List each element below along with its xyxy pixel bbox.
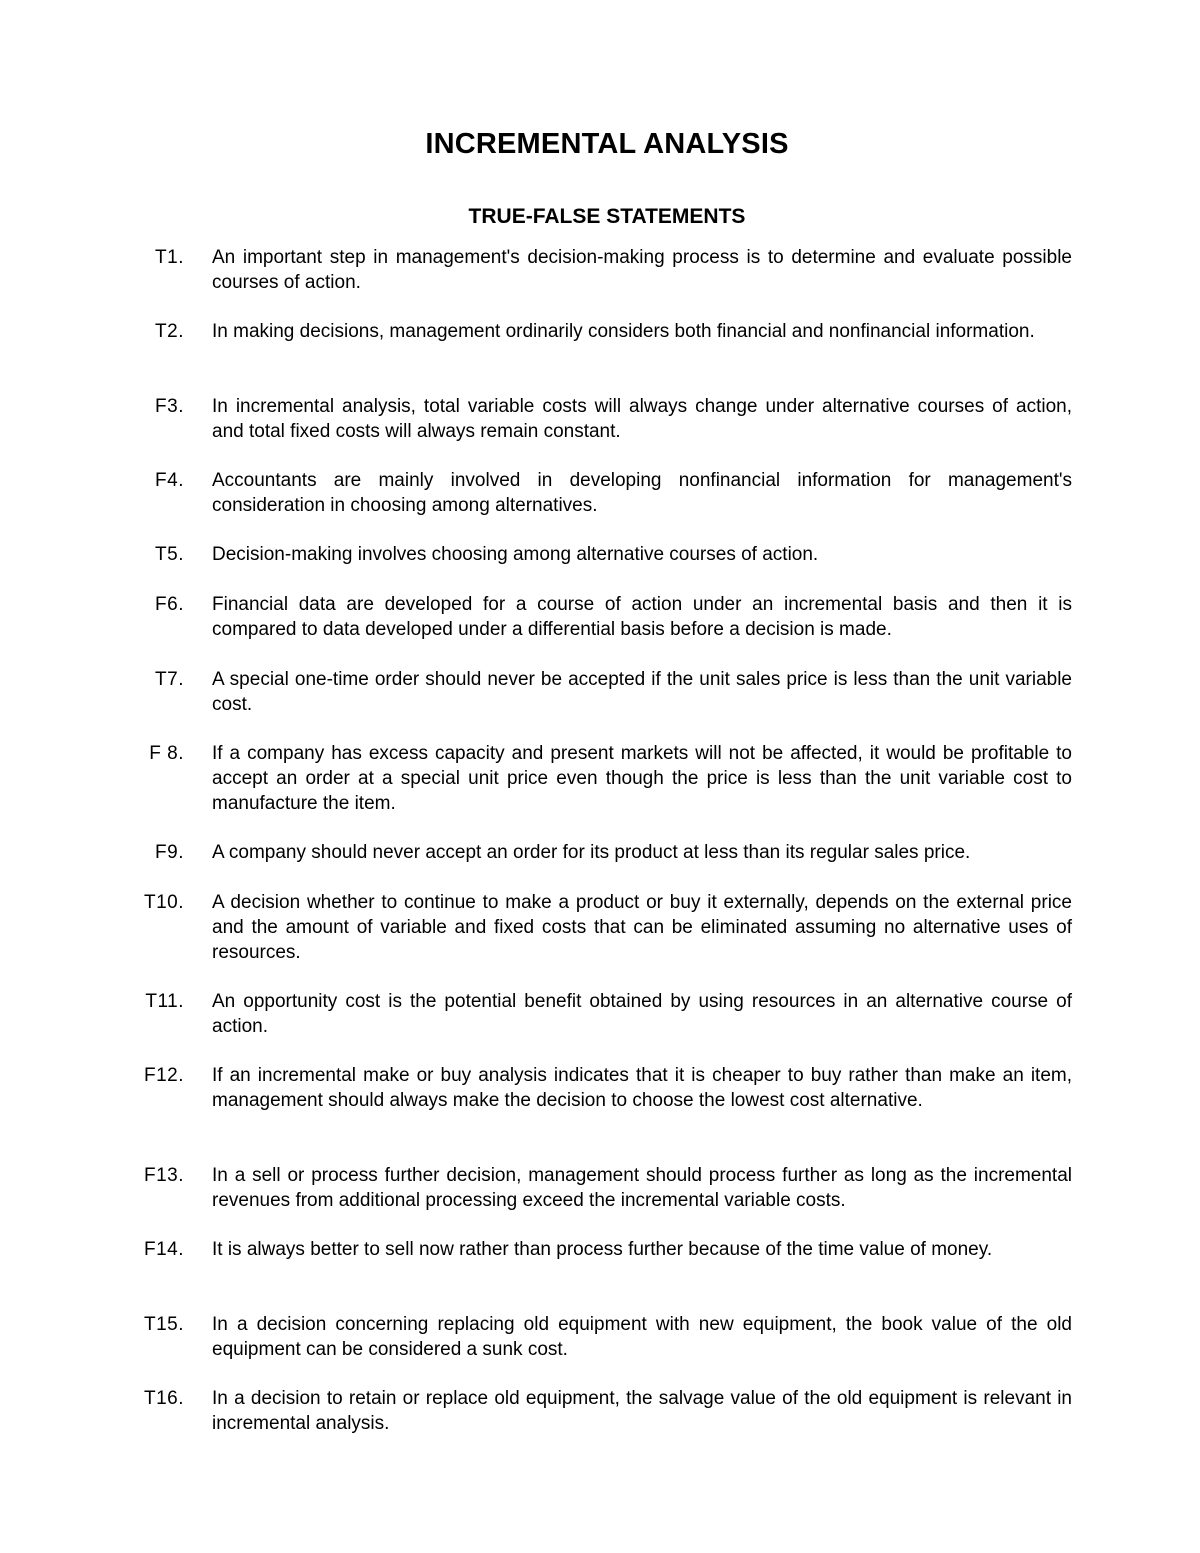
statement-label: F4.	[155, 470, 184, 491]
statement-text: In a decision concerning replacing old equipment with new equipment, the book value of the old equipment can be considered a sunk cost.	[212, 1314, 1072, 1360]
section-title: TRUE-FALSE STATEMENTS	[468, 205, 746, 228]
statement-text: Financial data are developed for a course of action under an incremental basis and then it is compared to data developed under a differential basis before a decision is made.	[212, 594, 1072, 640]
document-title: INCREMENTAL ANALYSIS	[425, 128, 789, 160]
statement-label: T7.	[155, 669, 184, 690]
statement-label: F14.	[143, 1239, 184, 1260]
statement-text: If an incremental make or buy analysis indicates that it is cheaper to buy rather than make an item, management should always make the decision to choose the lowest cost alternative.	[212, 1065, 1072, 1111]
statement-text: In a sell or process further decision, management should process further as long as the incremental revenues from additional processing exceed the incremental variable costs.	[212, 1165, 1072, 1211]
statement-text: It is always better to sell now rather than process further because of the time value of money.	[212, 1239, 993, 1260]
statement-label: F 8.	[149, 743, 184, 764]
statement-text: An opportunity cost is the potential benefit obtained by using resources in an alternative course of action.	[212, 991, 1072, 1037]
statement-label: T10.	[143, 892, 184, 913]
statement-label: F9.	[155, 842, 184, 863]
statement-text: In a decision to retain or replace old equipment, the salvage value of the old equipment is relevant in incremental analysis.	[212, 1388, 1072, 1434]
statement-text: A decision whether to continue to make a product or buy it externally, depends on the external price and the amount of variable and fixed costs that can be eliminated assuming no alternative uses of resources.	[212, 892, 1072, 963]
statement-text: Accountants are mainly involved in developing nonfinancial information for management's consideration in choosing among alternatives.	[212, 470, 1072, 516]
statement-label: T2.	[155, 321, 184, 342]
statement-label: F3.	[155, 396, 184, 417]
statement-text: If a company has excess capacity and present markets will not be affected, it would be profitable to accept an order at a special unit price even though the price is less than the unit variable cost to manufacture the item.	[212, 743, 1072, 814]
statement-text: In making decisions, management ordinarily considers both financial and nonfinancial information.	[212, 321, 1035, 342]
statement-label: T15.	[143, 1314, 184, 1335]
statement-text: A special one-time order should never be accepted if the unit sales price is less than the unit variable cost.	[212, 669, 1072, 715]
statement-label: T5.	[155, 544, 184, 565]
statement-label: T16.	[143, 1388, 184, 1409]
statement-label: F6.	[155, 594, 184, 615]
statement-text: In incremental analysis, total variable costs will always change under alternative courses of action, and total fixed costs will always remain constant.	[212, 396, 1072, 442]
statement-text: An important step in management's decision-making process is to determine and evaluate possible courses of action.	[212, 247, 1072, 293]
statement-label: T1.	[155, 247, 184, 268]
statement-label: F12.	[143, 1065, 184, 1086]
statement-text: A company should never accept an order for its product at less than its regular sales price.	[212, 842, 971, 863]
statement-text: Decision-making involves choosing among alternative courses of action.	[212, 544, 819, 565]
statement-label: T11.	[145, 991, 184, 1012]
statement-label: F13.	[143, 1165, 184, 1186]
